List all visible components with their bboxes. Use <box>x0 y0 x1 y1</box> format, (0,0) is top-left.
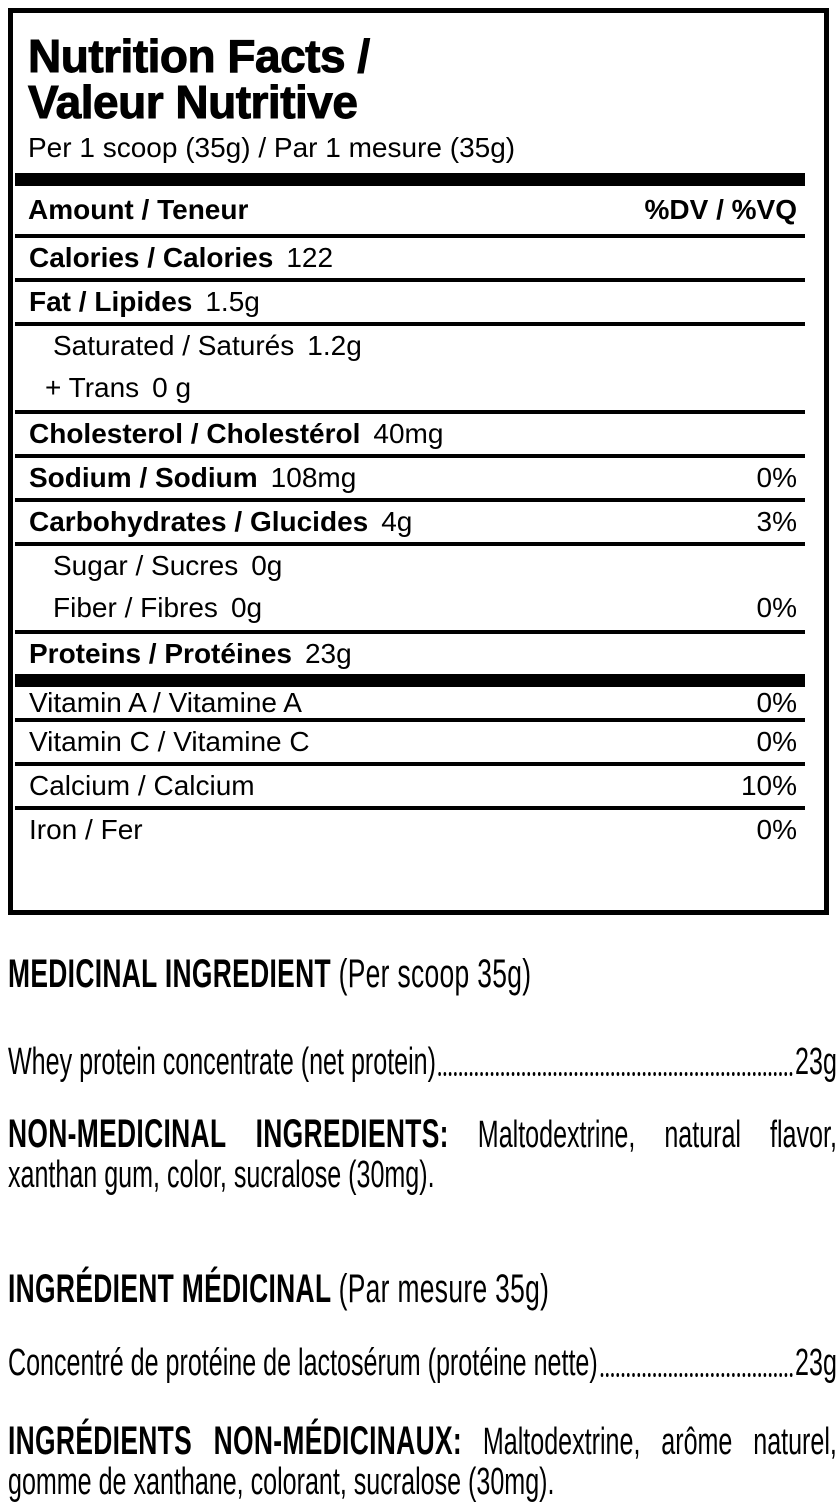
non-medicinal-en-text: Maltodextrine, natural flavor, xanthan gum, color, sucralose (30mg). <box>8 1114 837 1196</box>
nutrient-label: Fiber / Fibres <box>53 592 218 623</box>
nutrient-row-proteins <box>15 630 805 674</box>
nutrient-value: 23g <box>304 638 352 669</box>
nutrient-label: Proteins / Protéines <box>29 638 292 669</box>
medicinal-ingredient-en-amount: 23g <box>795 1041 837 1083</box>
nutrient-value: 0g <box>230 592 263 623</box>
nutrient-row-trans <box>15 366 805 410</box>
nutrient-label: Saturated / Saturés <box>53 330 295 361</box>
nutrient-row-vitamin-a <box>15 674 805 718</box>
non-medicinal-ingredients-en <box>8 1114 837 1195</box>
dv-column-header: %DV / %VQ <box>644 194 797 225</box>
condensed-text-wrapper <box>8 952 837 1502</box>
nutrient-dv: 10% <box>740 770 797 801</box>
nutrient-value: 1.5g <box>205 286 260 317</box>
nutrient-dv: 0% <box>756 814 797 845</box>
nutrient-row-sugar <box>15 542 805 586</box>
nutrient-row-saturated <box>15 322 805 366</box>
medicinal-ingredient-fr-amount: 23g <box>795 1342 837 1384</box>
nutrient-value: 108mg <box>270 462 357 493</box>
nutrient-row-iron <box>15 806 805 850</box>
medicinal-ingredient-fr-header <box>8 1267 837 1311</box>
nutrient-label: Sodium / Sodium <box>29 462 258 493</box>
nutrient-label: Iron / Fer <box>29 814 143 845</box>
nutrient-value: 122 <box>286 242 334 273</box>
non-medicinal-fr-title: INGRÉDIENTS NON-MÉDICINAUX: <box>8 1419 463 1463</box>
panel-title-line1: Nutrition Facts / <box>28 30 370 82</box>
nutrient-rows <box>15 234 805 850</box>
medicinal-ingredient-en-title: MEDICINAL INGREDIENT <box>8 952 331 996</box>
nutrient-row-sodium <box>15 454 805 498</box>
nutrient-value: 0g <box>251 550 283 581</box>
nutrient-value: 40mg <box>373 418 444 449</box>
medicinal-ingredient-fr-item: Concentré de protéine de lactosérum (protéine nette) <box>8 1342 598 1384</box>
nutrient-label: Carbohydrates / Glucides <box>29 506 369 537</box>
nutrient-row-calories <box>15 234 805 278</box>
column-header-row <box>15 186 805 234</box>
nutrient-label: Sugar / Sucres <box>53 550 239 581</box>
nutrient-dv: 0% <box>756 686 797 718</box>
nutrient-value: 4g <box>381 506 413 537</box>
non-medicinal-fr-text: Maltodextrine, arôme naturel, gomme de xanthane, colorant, sucralose (30mg). <box>8 1421 837 1503</box>
nutrient-label: Vitamin C / Vitamine C <box>29 726 310 757</box>
nutrient-dv: 0% <box>756 592 797 623</box>
non-medicinal-en-title: NON-MEDICINAL INGREDIENTS: <box>8 1112 449 1156</box>
nutrient-dv: 0% <box>756 462 797 493</box>
nutrient-row-vitamin-c <box>15 718 805 762</box>
serving-size: Per 1 scoop (35g) / Par 1 mesure (35g) <box>28 132 516 163</box>
nutrient-row-fiber <box>15 586 805 630</box>
nutrient-row-cholesterol <box>15 410 805 454</box>
nutrient-label: + Trans <box>45 372 140 403</box>
medicinal-ingredient-fr-subtitle: (Par mesure 35g) <box>338 1267 550 1311</box>
ingredients-section <box>8 952 837 1502</box>
nutrient-label: Cholesterol / Cholestérol <box>29 418 361 449</box>
medicinal-ingredient-en-subtitle: (Per scoop 35g) <box>338 952 532 996</box>
medicinal-ingredient-en-item: Whey protein concentrate (net protein) <box>8 1041 436 1083</box>
nutrition-facts-panel <box>8 8 829 915</box>
nutrient-row-carbohydrates <box>15 498 805 542</box>
nutrition-facts-inner <box>15 13 805 850</box>
medicinal-ingredient-fr-title: INGRÉDIENT MÉDICINAL <box>8 1267 331 1311</box>
amount-column-header: Amount / Teneur <box>28 194 249 225</box>
medicinal-ingredient-en-row <box>8 1040 837 1084</box>
medicinal-ingredient-en-header <box>8 952 837 996</box>
nutrient-label: Vitamin A / Vitamine A <box>29 686 302 718</box>
dot-leader <box>439 1072 793 1076</box>
non-medicinal-ingredients-fr <box>8 1421 837 1502</box>
nutrient-dv: 0% <box>756 726 797 757</box>
nutrient-row-calcium <box>15 762 805 806</box>
panel-title-line2: Valeur Nutritive <box>28 76 358 128</box>
nutrient-label: Fat / Lipides <box>29 286 193 317</box>
nutrient-value: 0 g <box>152 372 192 403</box>
dot-leader <box>600 1373 792 1377</box>
nutrient-label: Calcium / Calcium <box>29 770 255 801</box>
panel-title <box>15 13 805 128</box>
thick-divider-top <box>15 173 805 186</box>
nutrient-dv: 3% <box>756 506 797 537</box>
medicinal-ingredient-fr-row <box>8 1341 837 1385</box>
nutrient-row-fat <box>15 278 805 322</box>
nutrient-value: 1.2g <box>307 330 362 361</box>
nutrient-label: Calories / Calories <box>29 242 274 273</box>
